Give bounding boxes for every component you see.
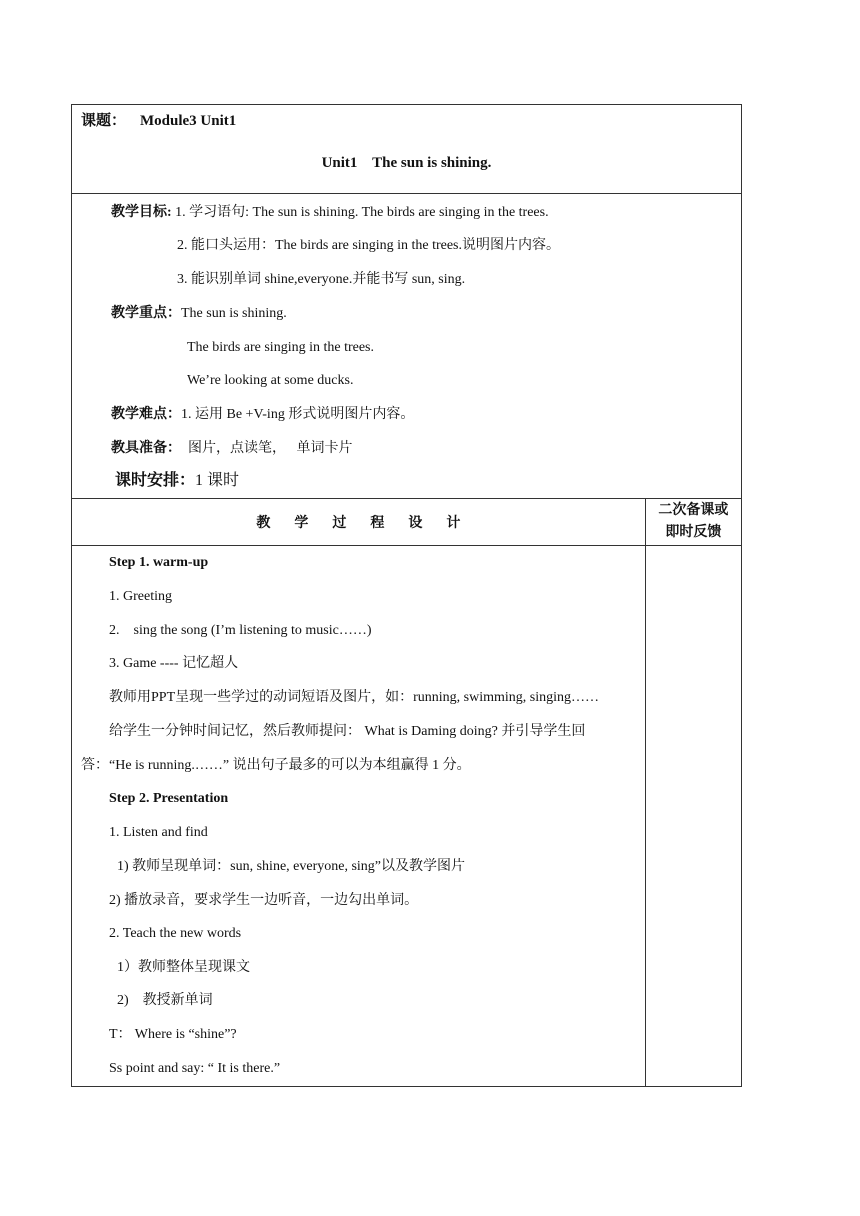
goal-item: 1. 学习语句: The sun is shining. The birds are singing in the trees. bbox=[175, 205, 549, 220]
process-line: 2. Teach the new words bbox=[109, 926, 242, 941]
goals-label: 教学目标: bbox=[111, 205, 172, 220]
difficulty-text: 1. 运用 Be +V-ing 形式说明图片内容。 bbox=[181, 407, 415, 422]
schedule-row bbox=[115, 472, 239, 490]
heading-char: 学 bbox=[294, 516, 309, 531]
feedback-heading bbox=[645, 499, 741, 546]
process-line: 3. Game ---- 记忆超人 bbox=[109, 656, 239, 671]
title-cell bbox=[72, 105, 742, 194]
process-line: 答：“He is running.……” 说出句子最多的可以为本组赢得 1 分。 bbox=[81, 758, 471, 773]
heading-char: 过 bbox=[332, 516, 347, 531]
title-label: 课题： bbox=[81, 113, 127, 129]
key-row-1 bbox=[111, 305, 287, 323]
process-line: T： Where is “shine”? bbox=[109, 1027, 237, 1042]
goal-item: 3. 能识别单词 shine,everyone.并能书写 sun, sing. bbox=[177, 272, 466, 287]
process-line: 1）教师整体呈现课文 bbox=[117, 960, 250, 975]
schedule-text: 1 课时 bbox=[195, 472, 240, 489]
process-line: 1. Greeting bbox=[109, 589, 172, 604]
goal-item: 2. 能口头运用：The birds are singing in the trees.说明图片内容。 bbox=[177, 238, 561, 253]
feedback-heading-line: 二次备课或 bbox=[658, 503, 729, 518]
key-item: We’re looking at some ducks. bbox=[187, 373, 354, 388]
heading-char: 教 bbox=[256, 516, 271, 531]
process-line: 1. Listen and find bbox=[109, 825, 208, 840]
module-name: Module3 Unit1 bbox=[140, 113, 237, 129]
step-heading: Step 2. Presentation bbox=[109, 791, 229, 806]
process-line: 给学生一分钟时间记忆，然后教师提问： What is Daming doing? 并引导学生回 bbox=[109, 724, 586, 739]
heading-char: 设 bbox=[408, 516, 423, 531]
difficulty-row bbox=[111, 406, 414, 424]
heading-char: 计 bbox=[446, 516, 461, 531]
process-line: 1) 教师呈现单词：sun, shine, everyone, sing”以及教学图片 bbox=[117, 859, 466, 874]
schedule-label: 课时安排： bbox=[115, 472, 196, 489]
materials-text: 图片，点读笔， 单词卡片 bbox=[181, 441, 353, 456]
process-line: 2) 教授新单词 bbox=[117, 993, 213, 1008]
key-item: The sun is shining. bbox=[181, 306, 287, 321]
feedback-heading-line: 即时反馈 bbox=[665, 525, 722, 540]
step-heading: Step 1. warm-up bbox=[109, 555, 209, 570]
lesson-plan-table bbox=[71, 104, 742, 1087]
goal-row-1 bbox=[111, 204, 549, 222]
process-line: 教师用PPT呈现一些学过的动词短语及图片，如：running, swimming, singing…… bbox=[109, 690, 600, 705]
feedback-column bbox=[645, 546, 741, 1087]
process-line: 2. sing the song (I’m listening to music……) bbox=[109, 623, 372, 638]
difficulty-label: 教学难点： bbox=[111, 407, 181, 422]
key-label: 教学重点： bbox=[111, 306, 181, 321]
heading-char: 程 bbox=[370, 516, 385, 531]
process-content bbox=[72, 546, 646, 1087]
process-line: Ss point and say: “ It is there.” bbox=[109, 1061, 281, 1076]
unit-subtitle: Unit1 The sun is shining. bbox=[321, 155, 492, 171]
process-line: 2) 播放录音，要求学生一边听音，一边勾出单词。 bbox=[109, 893, 419, 908]
goals-cell bbox=[72, 194, 742, 499]
materials-row bbox=[111, 440, 353, 458]
lesson-title bbox=[81, 109, 236, 130]
process-heading bbox=[72, 499, 646, 546]
key-item: The birds are singing in the trees. bbox=[187, 340, 375, 355]
materials-label: 教具准备： bbox=[111, 441, 181, 456]
